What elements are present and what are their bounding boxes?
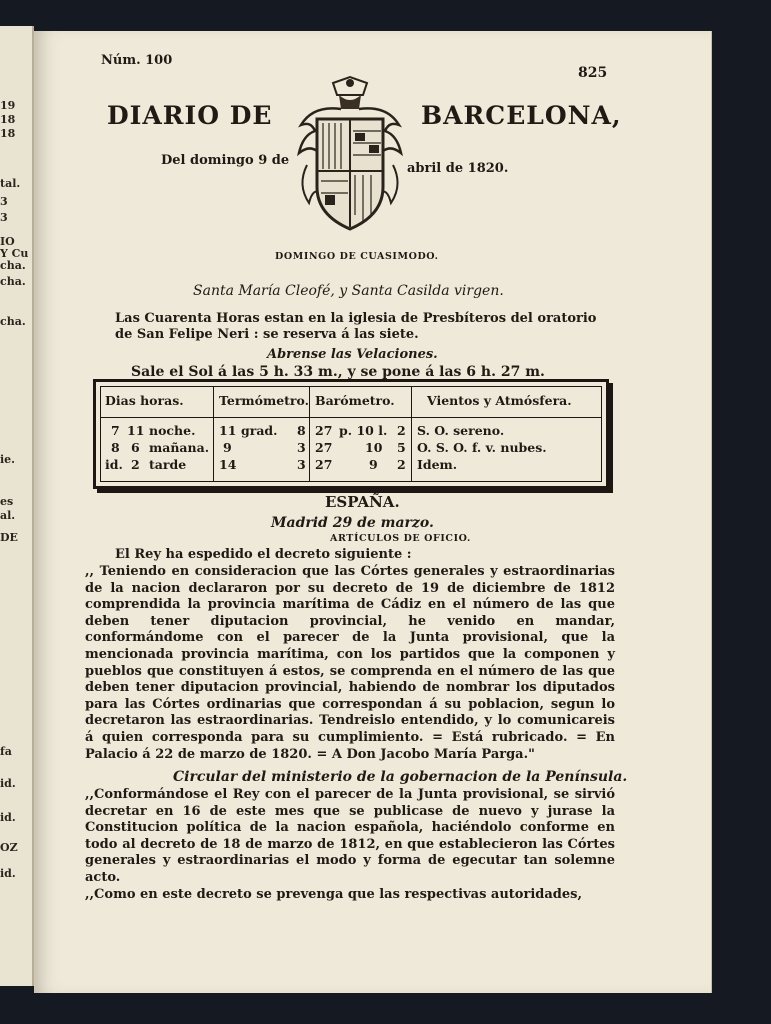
page-number: 825 [578, 65, 608, 81]
decree-intro: El Rey ha espedido el decreto siguiente : [115, 547, 412, 562]
left-fragment: 3 [0, 211, 8, 224]
decree-text: ,, Teniendo en consideracion que las Córtes generales y estraordinarias de la nacion declararon por su decreto de 19 de diciembre de 1812 comprendida la provincia marítima de Cádiz en el número de las que deben tener diputacion provincial, he venido en mandar, conformándome con el parecer de la Junta provisional, que la mencionada provincia marítima, con los partidos que la componen y pueblos que constituyen á estos, se comprenda en el número de las que deben tener diputacion provincial, habiendo de nombrar los diputados para las Córtes ordinarias que correspondan á su poblacion, segun lo decretaron las estraordinarias. Tendreislo entendido, y lo comunicareis á quien corresponda para su cumplimiento. = Está rubricado. = En Palacio á 22 de marzo de 1820. = A Don Jacobo María Parga." [85, 564, 615, 762]
row-baro-frac: 2 [397, 423, 406, 438]
header-termometro: Termómetro. [219, 393, 309, 408]
row-thermo-unit: grad. [241, 423, 278, 438]
left-fragment: DE [0, 531, 18, 544]
row-baro-in: 27 [315, 457, 333, 472]
row-winds: S. O. sereno. [417, 423, 505, 438]
newspaper-page [34, 31, 712, 993]
left-fragment: Y Cu [0, 247, 29, 260]
left-fragment: cha. [0, 259, 26, 272]
left-fragment: 19 [0, 99, 16, 112]
issue-date-right: abril de 1820. [407, 161, 509, 176]
row-day: 8 [111, 440, 120, 455]
masthead-title-right: BARCELONA, [421, 101, 622, 130]
row-winds: O. S. O. f. v. nubes. [417, 440, 547, 455]
velaciones-notice: Abrense las Velaciones. [267, 347, 438, 362]
sunrise-sunset: Sale el Sol á las 5 h. 33 m., y se pone á las 6 h. 27 m. [131, 364, 545, 380]
left-fragment: cha. [0, 275, 26, 288]
weather-table [93, 379, 609, 489]
dateline: Madrid 29 de marzo. [271, 515, 434, 531]
forty-hours-notice: Las Cuarenta Horas estan en la iglesia de Presbíteros del oratorio de San Felipe Neri : se reserva á las siete. [115, 311, 597, 342]
row-day: 7 [111, 423, 120, 438]
left-fragment: cha. [0, 315, 26, 328]
masthead-title-left: DIARIO DE [107, 101, 273, 130]
row-baro-in: 27 [315, 440, 333, 455]
row-winds: Idem. [417, 457, 458, 472]
left-fragment: IO [0, 235, 15, 248]
section-heading: ESPAÑA. [325, 493, 400, 511]
circular-title: Circular del ministerio de la gobernacion de la Península. [173, 769, 628, 785]
saints-of-day: Santa María Cleofé, y Santa Casilda virgen. [193, 283, 504, 299]
row-hour: 2 [131, 457, 140, 472]
left-fragment: OZ [0, 841, 18, 854]
header-dias-horas: Dias horas. [105, 393, 184, 408]
left-fragment: ie. [0, 453, 16, 466]
row-period: noche. [149, 423, 196, 438]
left-fragment: al. [0, 509, 16, 522]
row-baro-frac: 5 [397, 440, 406, 455]
column-divider [411, 387, 412, 481]
row-baro-unit: 9 [369, 457, 378, 472]
issue-date-left: Del domingo 9 de [161, 153, 290, 168]
column-divider [309, 387, 310, 481]
row-hour: 11 [127, 423, 145, 438]
weather-table-inner [100, 386, 602, 482]
day-name: DOMINGO DE CUASIMODO. [275, 251, 439, 262]
coat-of-arms-icon [293, 75, 407, 235]
left-fragment: id. [0, 777, 16, 790]
row-baro-unit: 10 [365, 440, 383, 455]
left-fragment: 18 [0, 127, 16, 140]
header-divider [101, 417, 601, 418]
row-baro-in: 27 [315, 423, 333, 438]
row-baro-frac: 2 [397, 457, 406, 472]
circular-paragraph-1: ,,Conformándose el Rey con el parecer de la Junta provisional, se sirvió decretar en 16 de este mes que se publicase de nuevo y jurase la Constitucion política de la nacion española, haciéndolo conforme en todo al decreto de 18 de marzo de 1812, en que establecieron las Córtes generales y estraordinarias el modo y forma de egecutar tan solemne acto. [85, 787, 615, 885]
row-period: tarde [149, 457, 187, 472]
subheading: ARTÍCULOS DE OFICIO. [330, 533, 471, 544]
row-hour: 6 [131, 440, 140, 455]
row-baro-unit: p. 10 l. [339, 423, 388, 438]
row-day: id. [105, 457, 123, 472]
row-thermo-frac: 3 [297, 440, 306, 455]
left-fragment: es [0, 495, 14, 508]
header-vientos: Vientos y Atmósfera. [427, 393, 572, 408]
left-fragment: tal. [0, 177, 21, 190]
row-thermo-deg: 9 [223, 440, 232, 455]
row-thermo-frac: 8 [297, 423, 306, 438]
left-fragment: 18 [0, 113, 16, 126]
left-page-edge [0, 26, 34, 986]
row-thermo-deg: 11 [219, 423, 237, 438]
left-fragment: id. [0, 811, 16, 824]
left-fragment: id. [0, 867, 16, 880]
left-fragment: 3 [0, 195, 8, 208]
header-barometro: Barómetro. [315, 393, 395, 408]
column-divider [213, 387, 214, 481]
left-fragment: fa [0, 745, 12, 758]
row-thermo-frac: 3 [297, 457, 306, 472]
row-thermo-deg: 14 [219, 457, 237, 472]
circular-paragraph-2: ,,Como en este decreto se prevenga que las respectivas autoridades, [85, 887, 582, 902]
row-period: mañana. [149, 440, 210, 455]
issue-number: Núm. 100 [101, 53, 173, 68]
